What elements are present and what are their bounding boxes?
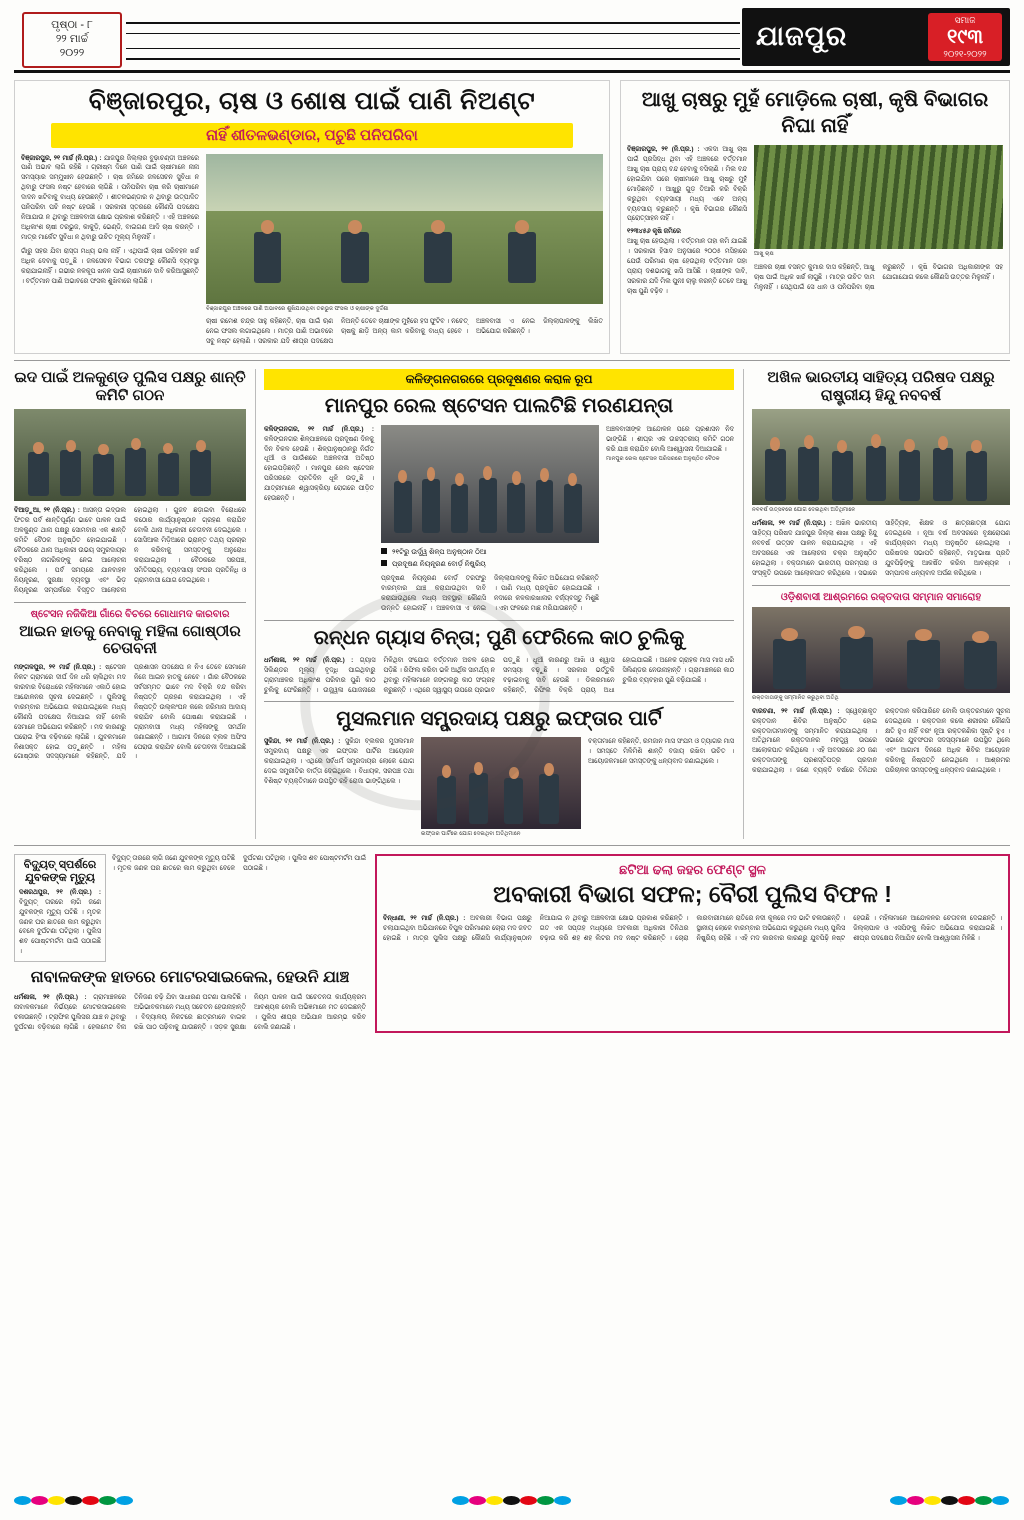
sahitya-photo-caption: ନବବର୍ଷ ଉତ୍ସବରେ ଯୋଗ ଦେଇଥିବା ଅତିଥିମାନେ — [752, 507, 856, 514]
bike-body: ଗ୍ରାମାଞ୍ଚଳରେ ନାବାଳକମାନେ ନିର୍ଭୟରେ ମୋଟରସାଇକେଲ ଚଳାଉଛନ୍ତି । ଟ୍ରାଫିକ ପୁଲିସର ଯାଞ୍ଚ ନ ଥିବାରୁ ଦୁର୍ଘଟଣା ବଢ଼ିବାରେ ଲାଗିଛି । ହେଲମେଟ ବିନା ତିନିଜଣ ଚଢ଼ି ଯିବା ସାଧାରଣ ଘଟଣା ପାଲଟିଛି । ଅଭିଭାବକମାନେ ମଧ୍ୟ ସଚେତନ ହେଉନାହାନ୍ତି । ବିଦ୍ୟାଳୟ ନିକଟରେ ଛାତ୍ରମାନେ ବାଇକ ରଖି ପାଠ ପଢ଼ିବାକୁ ଯାଉଛନ୍ତି । ସଡ଼କ ସୁରକ୍ଷା ନିୟମ ପାଳନ ପାଇଁ ସଚେତନତା କାର୍ଯ୍ୟକ୍ରମ ଆବଶ୍ୟକ ବୋଲି ଅଭିଜ୍ଞମାନେ ମତ ଦେଇଛନ୍ତି । ପୁଲିସ ଶୀଘ୍ର ଅଭିଯାନ ଆରମ୍ଭ କରିବ ବୋଲି ଜଣାଇଛି । — [14, 994, 366, 1031]
police-photo — [14, 409, 246, 501]
women-dateline: ମଙ୍ଗଳପୁର, ୨୧ ମାର୍ଚ୍ଚ (ନି.ପ୍ର.) : — [14, 664, 102, 672]
brief-continuation: ବିଦ୍ୟୁତ୍ ତାରରେ ଲାଗି ଜଣେ ଯୁବକଙ୍କ ମୃତ୍ୟୁ ଘଟିଛି । ମୃତକ ଜଣକ ଘର ଛାତରେ କାମ କରୁଥିବା ବେଳେ ଦୁର୍ଘଟଣା ଘଟିଥିଲା । ପୁଲିସ ଶବ ପୋଷ୍ଟମର୍ଟମ ପାଇଁ ପଠାଇଛି । — [112, 854, 366, 872]
edition-badge — [928, 13, 1002, 61]
iftar-photo — [421, 737, 581, 829]
color-bar-center — [452, 1496, 572, 1505]
kalinga-dateline: କଳିଙ୍ଗନଗର, ୨୧ ମାର୍ଚ୍ଚ (ନି.ପ୍ର.) : — [264, 425, 374, 433]
page-label: ପୃଷ୍ଠା - ୮ — [51, 19, 93, 32]
column-center — [255, 369, 734, 839]
masthead-rule — [126, 22, 740, 60]
sahitya-dateline: ଧର୍ମଶାଳା, ୨୧ ମାର୍ଚ୍ଚ (ନି.ପ୍ର.) : — [752, 520, 832, 528]
excise-kicker: ଛଟିଆ ଢଲା ଜହର ଫେଣ୍ଟ ସ୍ଥଳ — [619, 861, 766, 877]
iftar-dateline: ସୁକିନ୍ଦା, ୨୧ ମାର୍ଚ୍ଚ (ନି.ପ୍ର.) : — [264, 738, 341, 746]
samman-photo — [752, 607, 1010, 693]
kalinga-bullet-2: ପ୍ରଦୂଷଣ ନିୟନ୍ତ୍ରଣ ବୋର୍ଡ଼ ନିଷ୍କ୍ରିୟ — [392, 560, 486, 568]
page-date-block — [22, 12, 122, 68]
masthead-title-block — [742, 8, 1010, 66]
page-title: ଯାଜପୁର — [756, 21, 848, 51]
iftar-body-2: ବକ୍ତାମାନେ କହିଛନ୍ତି, ରମଜାନ ମାସ ସଂଯମ ଓ ତ୍ୟାଗର ମାସ । ସମସ୍ତେ ମିଳିମିଶି ଶାନ୍ତି ବଜାୟ ରଖିବା ଉଚିତ । ଆୟୋଜକମାନେ ସମସ୍ତଙ୍କୁ ଧନ୍ୟବାଦ ଜଣାଇଥିଲେ । — [588, 738, 734, 765]
badge-year: ୨୦୨୧-୨୦୨୨ — [943, 48, 987, 59]
sugarcane-headline: ଆଖୁ ଚାଷରୁ ମୁହଁ ମୋଡ଼ିଲେ ଚାଷୀ, କୃଷି ବିଭାଗର ନିଘା ନାହିଁ — [641, 89, 989, 137]
kalinga-kicker-bar: କଳିଙ୍ଗନଗରରେ ପ୍ରଦୂଷଣର କରାଳ ରୂପ — [264, 369, 734, 390]
bottom-band — [14, 854, 1010, 1033]
sugarcane-photo — [754, 145, 1003, 249]
badge-number: ୧୯୩ — [946, 25, 984, 48]
sugarcane-stat: ୧୨୩୪୫୬ କୃଷି ଜମିରେ — [627, 228, 681, 236]
sugarcane-dateline: ବିଞ୍ଜାରପୁର, ୨୧ (ନି.ପ୍ର.) : — [627, 146, 700, 153]
kalinga-headline: ମାନପୁର ରେଲ ଷ୍ଟେସନ ପାଲଟିଛି ମରଣଯନ୍ତା — [324, 395, 674, 418]
brief-dateline: ଦଶରଥପୁର, ୨୧ (ନି.ପ୍ର.) : — [19, 888, 101, 896]
lead-body-1: ଯାଜପୁର ଜିଲ୍ଲାର ବୁଢ଼ାଚଣ୍ଡୀ ଅଞ୍ଚଳରେ ପାଣି ଅଭାବ ଲାଗି ରହିଛି । ଗ୍ରୀଷ୍ମ ଦିନେ ପାଣି ପାଇଁ ଚାଷୀମାନେ ନାନା ସମସ୍ୟାର ସମ୍ମୁଖୀନ ହେଉଛନ୍ତି । ଚାଷ ଜମିରେ ଜଳସେଚନ ସୁବିଧା ନ ଥିବାରୁ ଫସଲ ନଷ୍ଟ ହେବାରେ ଲାଗିଛି । ପନିପରିବା ଚାଷ କରି ଚାଷୀମାନେ ଦାଦନ ଖଟିବାକୁ ବାଧ୍ୟ ହେଉଛନ୍ତି । ଶୀତଳଭଣ୍ଡାର ନ ଥିବାରୁ ଉତ୍ପାଦିତ ପନିପରିବା ପଚି ନଷ୍ଟ ହେଉଛି । ସରକାରୀ ସ୍ତରରେ କୌଣସି ପଦକ୍ଷେପ ନିଆଯାଉ ନ ଥିବାରୁ ଅଞ୍ଚଳବାସୀ କ୍ଷୋଭ ପ୍ରକାଶ କରିଛନ୍ତି । ଏହି ଅଞ୍ଚଳରେ ଅଧିକାଂଶ ଚାଷୀ ତରଭୁଜ, କାକୁଡ଼ି, ଭେଣ୍ଡି, ବାଇଗଣ ଆଦି ଚାଷ କରନ୍ତି । ମାତ୍ର ମାର୍କେଟ ସୁବିଧା ନ ଥିବାରୁ ଉଚିତ ମୂଲ୍ୟ ମିଳୁନାହିଁ । — [21, 154, 199, 241]
bottom-left-group — [14, 854, 366, 1033]
samman-dateline: ବାରଚଣା, ୨୧ ମାର୍ଚ୍ଚ (ନି.ପ୍ର.) : — [752, 707, 840, 715]
excise-feature-box — [375, 854, 1010, 1033]
lead-subhead: ନାହିଁ ଶୀତଳଭଣ୍ଡାର, ପଚୁଛି ପନିପରିବା — [51, 123, 573, 148]
sugarcane-body-3: ଅଞ୍ଚଳର ଚାଷୀ ବସନ୍ତ କୁମାର ଦାସ କହିଛନ୍ତି, ଆଖୁ ଚାଷ ପାଇଁ ଅଧିକ ଖର୍ଚ୍ଚ ଲାଗୁଛି । ମାତ୍ର ଉଚିତ ଦାମ ମିଳୁନାହିଁ । ସେଥିପାଇଁ ସେ ଧାନ ଓ ପନିପରିବା ଚାଷ କରୁଛନ୍ତି । କୃଷି ବିଭାଗର ଅଧିକାରୀଙ୍କ ସହ ଯୋଗାଯୋଗ କଲେ କୌଣସି ଉତ୍ତର ମିଳୁନାହିଁ । — [754, 263, 1003, 291]
date-line-1: ୨୨ ମାର୍ଚ୍ଚ — [55, 33, 89, 46]
kalinga-bullet-list — [381, 547, 599, 571]
lead-body-3: ଚାଷୀ ରମେଶ ଚନ୍ଦ୍ର ସାହୁ କହିଛନ୍ତି, ଚାଷ ପାଇଁ ଋଣ ନେଇ ଫସଲ ଲଗାଇଥିଲେ । ମାତ୍ର ପାଣି ଅଭାବରେ ସବୁ ନଷ୍ଟ ହେଲାଣି । ସରକାର ଯଦି ଶୀଘ୍ର ପଦକ୍ଷେପ ନିଅନ୍ତି ତେବେ ଚାଷୀଙ୍କ ମୁହଁରେ ହସ ଫୁଟିବ । ନଚେତ୍ ଚାଷକୁ ଛାଡ଼ି ଅନ୍ୟ କାମ କରିବାକୁ ବାଧ୍ୟ ହେବେ । ଅଞ୍ଚଳବାସୀ ଏ ନେଇ ଜିଲ୍ଲାପାଳଙ୍କୁ ଲିଖିତ ଅଭିଯୋଗ କରିଛନ୍ତି । — [206, 318, 603, 346]
column-left — [14, 369, 246, 839]
article-lead — [14, 80, 610, 354]
print-registration-footer — [14, 1496, 1010, 1512]
sahitya-body: ଅଖିଳ ଭାରତୀୟ ସାହିତ୍ୟ ପରିଷଦ ଯାଜପୁର ଜିଲ୍ଲା ଶାଖା ପକ୍ଷରୁ ହିନ୍ଦୁ ନବବର୍ଷ ଉତ୍ସବ ପାଳନ କରାଯାଇଥିଲା । ଏହି ଅବସରରେ ଏକ ଆଲୋଚନା ଚକ୍ର ଅନୁଷ୍ଠିତ ହୋଇଥିଲା । ବକ୍ତାମାନେ ଭାରତୀୟ ପରମ୍ପରା ଓ ସଂସ୍କୃତି ଉପରେ ଆଲୋକପାତ କରିଥିଲେ । ସଭାରେ ସାହିତ୍ୟିକ, ଶିକ୍ଷକ ଓ ଛାତ୍ରଛାତ୍ରୀ ଯୋଗ ଦେଇଥିଲେ । ନୂଆ ବର୍ଷ ଅବସରରେ ବୃକ୍ଷରୋପଣ କାର୍ଯ୍ୟକ୍ରମ ମଧ୍ୟ ଅନୁଷ୍ଠିତ ହୋଇଥିଲା । ପରିଷଦର ସଭାପତି କହିଛନ୍ତି, ମାତୃଭାଷା ପ୍ରତି ଯୁବପିଢ଼ିଙ୍କୁ ଆକର୍ଷିତ କରିବା ଆବଶ୍ୟକ । ସମ୍ପାଦକ ଧନ୍ୟବାଦ ଅର୍ପଣ କରିଥିଲେ । — [752, 520, 1010, 577]
women-kicker: ଷ୍ଟେସନ ନଜିକିଆ ଗାଁରେ ବିଚରେ ଗୋଧାମଦ କାରବାର — [30, 608, 230, 620]
kalinga-photo-caption: ମାନପୁର ରେଲ ଷ୍ଟେସନ ପରିସରରେ ଅନୁଷ୍ଠିତ ବୈଠକ — [606, 456, 720, 463]
excise-headline: ଅବକାରୀ ବିଭାଗ ସଫଳ; ବୈରୀ ପୁଲିସ ବିଫଳ ! — [493, 880, 892, 907]
lead-photo-caption: ବିଞ୍ଜାରପୁର ଅଞ୍ଚଳରେ ପାଣି ଅଭାବରେ ଶୁଖିଯାଉଥିବା ତରଭୁଜ ଫସଲ ଓ ଚାଷୀଙ୍କ ଦୁର୍ଦ୍ଦଶା — [206, 305, 389, 312]
kalinga-body-2: ପ୍ରଦୂଷଣ ନିୟନ୍ତ୍ରଣ ବୋର୍ଡ଼ ତରଫରୁ ବାରମ୍ବାର ଯାଞ୍ଚ କରାଯାଉଥିବା ଦାବି କରାଯାଉଥିଲେ ମଧ୍ୟ ଅବସ୍ଥାର କୌଣସି ଉନ୍ନତି ହୋଇନାହିଁ । ଅଞ୍ଚଳବାସୀ ଏ ନେଇ ଜିଲ୍ଲାପାଳଙ୍କୁ ଲିଖିତ ଅଭିଯୋଗ କରିଛନ୍ତି । ପାଣି ମଧ୍ୟ ପ୍ରଦୂଷିତ ହୋଇଯାଇଛି । ନଦୀରେ କଳକାରଖାନାର ବର୍ଜ୍ୟବସ୍ତୁ ମିଶୁଛି । ଏହା ଫଳରେ ମାଛ ମରିଯାଉଛନ୍ତି । — [381, 575, 599, 613]
kalinga-body-1: କଳିଙ୍ଗନଗର ଶିଳ୍ପାଞ୍ଚଳରେ ପ୍ରଦୂଷଣ ଦିନକୁ ଦିନ ବିକଳ ହେଉଛି । ଶିଳ୍ପାନୁଷ୍ଠାନରୁ ନିର୍ଗତ ଧୂଆଁ ଓ ପାଉଁଶରେ ଅଞ୍ଚଳବାସୀ ଅତିଷ୍ଠ ହୋଇପଡ଼ିଛନ୍ତି । ମାନପୁର ରେଲ ଷ୍ଟେସନ ପରିସରରେ ପ୍ରତିଦିନ ଧୂଳି ଉଡ଼ୁଛି । ଯାତ୍ରୀମାନେ ଶ୍ୱାସକ୍ରିୟା ରୋଗରେ ପୀଡ଼ିତ ହେଉଛନ୍ତି । — [264, 435, 374, 503]
iftar-body-1: ସୁକିନ୍ଦା ବ୍ଲକର ମୁସଲମାନ ସମ୍ପ୍ରଦାୟ ପକ୍ଷରୁ ଏକ ଇଫ୍ତାର ପାର୍ଟିର ଆୟୋଜନ କରାଯାଇଥିଲା । ଏଥିରେ ସର୍ବଧର୍ମ ସମ୍ପ୍ରଦାୟର ଲୋକେ ଯୋଗ ଦେଇ ସମ୍ପ୍ରୀତିର ବାର୍ତ୍ତା ଦେଇଥିଲେ । ବିଧାୟକ, ସରପଞ୍ଚ ତଥା ବିଶିଷ୍ଟ ବ୍ୟକ୍ତିମାନେ ଉପସ୍ଥିତ ରହି ରୋଜା ଭାଙ୍ଗିଥିଲେ । — [264, 738, 414, 785]
masthead — [14, 8, 1010, 73]
sugarcane-body-2: ଆଖୁ ଚାଷ ହେଉଥିଲା । ବର୍ତ୍ତମାନ ତାହା କମି ଯାଇଛି । ସରକାରୀ ହିସାବ ଅନୁସାରେ ୨୦୦୫ ମସିହାରେ ଯେଉଁ ପରିମାଣ ଚାଷ ହେଉଥିଲା ବର୍ତ୍ତମାନ ତାହା ପ୍ରାୟ ଦଶଭାଗକୁ ଖସି ଆସିଛି । ଚାଷୀଙ୍କ ଦାବି, ସରକାର ଯଦି ମିଲ ପୁନଃ ଚାଲୁ କରନ୍ତି ତେବେ ଆଖୁ ଚାଷ ପୁଣି ବଢ଼ିବ । — [627, 238, 747, 295]
sugarcane-photo-caption: ଆଖୁ ଚାଷ — [754, 251, 774, 257]
brief-body: ବିଦ୍ୟୁତ୍ ତାରରେ ଲାଗି ଜଣେ ଯୁବକଙ୍କ ମୃତ୍ୟୁ ଘଟିଛି । ମୃତକ ଜଣକ ଘର ଛାତରେ କାମ କରୁଥିବା ବେଳେ ଦୁର୍ଘଟଣା ଘଟିଥିଲା । ପୁଲିସ ଶବ ପୋଷ୍ଟମର୍ଟମ ପାଇଁ ପଠାଇଛି । — [19, 898, 101, 956]
lead-body-2: ଗାଁରୁ ସହର ଯିବା ରାସ୍ତା ମଧ୍ୟ ଭଲ ନାହିଁ । ଏଥିପାଇଁ ଚାଷୀ ପରିବହନ ଖର୍ଚ୍ଚ ଅଧିକ ଦେବାକୁ ପଡ଼ୁଛି । ଜଳସେଚନ ବିଭାଗ ତରଫରୁ କୌଣସି ବ୍ୟବସ୍ଥା କରାଯାଇନାହିଁ । ଗଭୀର ନଳକୂପ ଖନନ ପାଇଁ ଚାଷୀମାନେ ଦାବି କରିଆସୁଛନ୍ତି । ବର୍ତ୍ତମାନ ପାଣି ଅଭାବରେ ଫସଲ ଶୁଖିବାରେ ଲାଗିଛି । — [21, 247, 199, 285]
sugarcane-body-1: ଏକଦା ଆଖୁ ଚାଷ ପାଇଁ ପ୍ରସିଦ୍ଧ ଥିବା ଏହି ଅଞ୍ଚଳରେ ବର୍ତ୍ତମାନ ଆଖୁ ଚାଷ ପ୍ରାୟ ବନ୍ଦ ହେବାକୁ ବସିଲାଣି । ମିଲ ବନ୍ଦ ହୋଇଯିବା ପରେ ଚାଷୀମାନେ ଆଖୁ ଚାଷରୁ ମୁହଁ ମୋଡ଼ିଛନ୍ତି । ଆଖୁରୁ ଗୁଡ଼ ତିଆରି କରି ବିକ୍ରି କରୁଥିବା ବ୍ୟବସାୟୀ ମଧ୍ୟ ଏବେ ଅନ୍ୟ ବ୍ୟବସାୟ କରୁଛନ୍ତି । କୃଷି ବିଭାଗର କୌଣସି ପ୍ରୋତ୍ସାହନ ନାହିଁ । — [627, 146, 747, 223]
column-right — [743, 369, 1010, 839]
color-bar-right — [890, 1496, 1010, 1505]
divider-bottom — [14, 845, 1010, 846]
samman-body: ସ୍ୱେଚ୍ଛାକୃତ ରକ୍ତଦାନ ଶିବିର ଅନୁଷ୍ଠିତ ହୋଇ ରକ୍ତଦାତାମାନଙ୍କୁ ସମ୍ମାନିତ କରାଯାଇଥିଲା । ଅତିଥିମାନେ ରକ୍ତଦାନର ମହତ୍ତ୍ୱ ଉପରେ ଆଲୋକପାତ କରିଥିଲେ । ଏହି ଅବସରରେ ୬୦ ଜଣ ରକ୍ତଦାତାଙ୍କୁ ପ୍ରଶସ୍ତିପତ୍ର ପ୍ରଦାନ କରାଯାଇଥିଲା । ଜଣେ ବ୍ୟକ୍ତି ବର୍ଷରେ ତିନିଥର ରକ୍ତଦାନ କରିପାରିବେ ବୋଲି ଡାକ୍ତରମାନେ ସୂଚନା ଦେଇଥିଲେ । ରକ୍ତଦାନ କଲେ ଶରୀରର କୌଣସି କ୍ଷତି ହୁଏ ନାହିଁ ବରଂ ନୂଆ ରକ୍ତକଣିକା ସୃଷ୍ଟି ହୁଏ । ସଭାରେ ଯୁବସଂଘର ସଦସ୍ୟମାନେ ଉପସ୍ଥିତ ଥିଲେ ଏବଂ ଆଗାମୀ ଦିନରେ ଅଧିକ ଶିବିର ଆୟୋଜନ କରିବାକୁ ନିଷ୍ପତ୍ତି ନେଇଥିଲେ । ଆଶ୍ରମର ପରିଚାଳକ ସମସ୍ତଙ୍କୁ ଧନ୍ୟବାଦ ଜଣାଇଥିଲେ । — [752, 707, 1010, 775]
lead-dateline: ବିଞ୍ଜାରପୁର, ୨୧ ମାର୍ଚ୍ଚ (ନି.ପ୍ର.) : — [21, 154, 102, 162]
police-headline: ଇଦ ପାଇଁ ଅଳକୁଣ୍ଡ ପୁଲିସ ପକ୍ଷରୁ ଶାନ୍ତି କମିଟି ଗଠନ — [14, 369, 246, 404]
women-headline: ଆଇନ ହାତକୁ ନେବାକୁ ମହିଳା ଗୋଷ୍ଠୀର ଚେତାବନୀ — [19, 622, 241, 658]
article-sugarcane — [620, 80, 1010, 354]
gas-dateline: ଧର୍ମଶାଳା, ୨୧ ମାର୍ଚ୍ଚ (ନି.ପ୍ର.) : — [264, 656, 354, 664]
divider-top — [14, 360, 1010, 361]
date-line-2: ୨୦୨୨ — [59, 46, 85, 59]
gas-body: ଗ୍ୟାସ ସିଲିଣ୍ଡର ମୂଲ୍ୟ ବୃଦ୍ଧି ପାଇଥିବାରୁ ଗ୍ରାମାଞ୍ଚଳର ଅଧିକାଂଶ ପରିବାର ପୁଣି କାଠ ଚୁଲିକୁ ଫେରିଛନ୍ତି । ଉଜ୍ଜ୍ୱଳା ଯୋଜନାରେ ମିଳିଥିବା ସଂଯୋଗ ବର୍ତ୍ତମାନ ଅଚଳ ହୋଇ ପଡ଼ିଛି । ରିଫିଲ କରିବା ଭଳି ଆର୍ଥିକ ସାମର୍ଥ୍ୟ ନ ଥିବାରୁ ମହିଳାମାନେ ଜଙ୍ଗଲରୁ କାଠ ସଂଗ୍ରହ କରୁଛନ୍ତି । ଏଥିରେ ସ୍ୱାସ୍ଥ୍ୟ ଉପରେ ପ୍ରଭାବ ପଡ଼ୁଛି । ଧୂଆଁ କାରଣରୁ ଆଖି ଓ ଶ୍ୱାସ ସମସ୍ୟା ବଢ଼ୁଛି । ସରକାର ଭର୍ତ୍ତୁକି ବଢ଼ାଇବାକୁ ଦାବି ହେଉଛି । ଡିଲରମାନେ କହିଛନ୍ତି, ରିଫିଲ ବିକ୍ରି ପ୍ରାୟ ଅଧା ହୋଇଯାଇଛି । ଅନେକ ଗ୍ରାହକ ମାସ ମାସ ଧରି ସିଲିଣ୍ଡର ନେଉନାହାନ୍ତି । ଗ୍ରାମାଞ୍ଚଳରେ କାଠ ଚୁଲିର ବ୍ୟବହାର ପୁଣି ବଢ଼ିଯାଇଛି । — [264, 656, 734, 694]
sahitya-headline: ଅଖିଳ ଭାରତୀୟ ସାହିତ୍ୟ ପରିଷଦ ପକ୍ଷରୁ ରାଷ୍ଟ୍ରୀୟ ହିନ୍ଦୁ ନବବର୍ଷ — [767, 369, 995, 404]
bike-dateline: ଧର୍ମଶାଳା, ୨୧ (ନି.ପ୍ର.) : — [14, 994, 87, 1002]
iftar-headline: ମୁସଲମାନ ସମ୍ପ୍ରଦାୟ ପକ୍ଷରୁ ଇଫ୍ତାର ପାର୍ଟି — [336, 708, 662, 731]
samman-photo-caption: ରକ୍ତଦାତାଙ୍କୁ ସମ୍ମାନିତ କରୁଥିବା ଅତିଥି — [752, 694, 839, 701]
bike-headline: ନାବାଳକଙ୍କ ହାତରେ ମୋଟରସାଇକେଲ, ହେଉନି ଯାଞ୍ଚ — [30, 969, 350, 987]
police-dateline: ବିଆଡ଼ୁଆ, ୨୧ (ନି.ପ୍ର.) : — [14, 507, 80, 515]
sahitya-photo — [752, 409, 1010, 505]
kalinga-body-3: ଅଞ୍ଚଳବାସୀଙ୍କ ଆନ୍ଦୋଳନ ପରେ ପ୍ରଶାସନ ନିଦ ଭାଙ୍ଗିଛି । ଶୀଘ୍ର ଏକ ଉଚ୍ଚସ୍ତରୀୟ କମିଟି ଗଠନ କରି ଯାଞ୍ଚ କରାଯିବ ବୋଲି ଆଶ୍ୱାସନା ଦିଆଯାଇଛି । — [606, 425, 734, 453]
mid-band — [14, 369, 1010, 839]
samman-headline: ଓଡ଼ିଶବାସୀ ଆଶ୍ରମରେ ରକ୍ତଦାତା ସମ୍ମାନ ସମାରୋହ — [780, 591, 982, 603]
lead-headline: ବିଞ୍ଜାରପୁର, ଚାଷ ଓ ଶୋଷ ପାଇଁ ପାଣି ନିଅଣ୍ଟ — [88, 87, 536, 115]
iftar-photo-caption: ଇଫ୍ତାର ପାର୍ଟିରେ ଯୋଗ ଦେଇଥିବା ଅତିଥିମାନେ — [421, 831, 521, 838]
badge-top-label: ସମାଜ — [954, 15, 976, 26]
kalinga-bullet-1: ୨୧ଟିରୁ ଉର୍ଦ୍ଧ୍ୱ ଶିଳ୍ପ ଅନୁଷ୍ଠାନ ଠିଆ — [392, 548, 487, 556]
brief-headline: ବିଦ୍ୟୁତ୍ ସ୍ପର୍ଶରେ ଯୁବକଙ୍କ ମୃତ୍ୟୁ — [23, 858, 97, 884]
excise-body: ଅବକାରୀ ବିଭାଗ ପକ୍ଷରୁ ଚଲାଯାଇଥିବା ଅଭିଯାନରେ ବିପୁଳ ପରିମାଣର ଚୋରା ମଦ ଜବତ ହୋଇଛି । ମାତ୍ର ପୁଲିସ ପକ୍ଷରୁ କୌଣସି କାର୍ଯ୍ୟାନୁଷ୍ଠାନ ନିଆଯାଇ ନ ଥିବାରୁ ଅଞ୍ଚଳବାସୀ କ୍ଷୋଭ ପ୍ରକାଶ କରିଛନ୍ତି । ଗତ ଏକ ସପ୍ତାହ ମଧ୍ୟରେ ଅବକାରୀ ଅଧିକାରୀ ତିନିଥର ଚଢ଼ାଉ କରି ଶହ ଶହ ଲିଟର ମଦ ନଷ୍ଟ କରିଛନ୍ତି । ଚୋରା କାରବାରୀମାନେ ରାତିରେ ନଦୀ କୂଳରେ ମଦ ଭାଟି ଚଳାଉଛନ୍ତି । ସ୍ଥାନୀୟ ଲୋକେ ବାରମ୍ବାର ଅଭିଯୋଗ କରୁଥିଲେ ମଧ୍ୟ ପୁଲିସ ନିଷ୍କ୍ରିୟ ରହିଛି । ଏହି ମଦ କାରବାର କାରଣରୁ ଯୁବପିଢ଼ି ନଷ୍ଟ ହେଉଛି । ମହିଳାମାନେ ଆନ୍ଦୋଳନର ଚେତାବନୀ ଦେଇଛନ୍ତି । ଜିଲ୍ଲାପାଳ ଓ ଏସପିଙ୍କୁ ଲିଖିତ ଅଭିଯୋଗ କରାଯାଇଛି । ଶୀଘ୍ର ପଦକ୍ଷେପ ନିଆଯିବ ବୋଲି ଆଶ୍ୱାସନା ମିଳିଛି । — [383, 914, 1002, 942]
lead-photo — [206, 154, 603, 304]
kalinga-photo — [381, 425, 599, 543]
top-band — [14, 80, 1010, 354]
brief-electrocution — [14, 854, 106, 962]
gas-headline: ରନ୍ଧନ ଗ୍ୟାସ ଚିନ୍ତା; ପୁଣି ଫେରିଲେ କାଠ ଚୁଲିକୁ — [313, 627, 685, 650]
color-bar-left — [14, 1496, 134, 1505]
police-body: ଆସନ୍ତା ଇଦ୍‌ଉଲ ଫିତର ପର୍ବ ଶାନ୍ତିପୂର୍ଣ୍ଣ ଭାବେ ପାଳନ ପାଇଁ ଅଳକୁଣ୍ଡ ଥାନା ପକ୍ଷରୁ ସୋମବାର ଏକ ଶାନ୍ତି କମିଟି ବୈଠକ ଅନୁଷ୍ଠିତ ହୋଇଯାଇଛି । ବୈଠକରେ ଥାନା ଅଧିକାରୀ ଉଭୟ ସମ୍ପ୍ରଦାୟର ବରିଷ୍ଠ ନାଗରିକଙ୍କୁ ନେଇ ଆଲୋଚନା କରିଥିଲେ । ପର୍ବ ସମୟରେ ଯାନବାହନ ନିୟନ୍ତ୍ରଣ, ସୁରକ୍ଷା ବ୍ୟବସ୍ଥା ଏବଂ ଭିଡ଼ ନିୟନ୍ତ୍ରଣ ସମ୍ପର୍କରେ ବିସ୍ତୃତ ଆଲୋଚନା ହୋଇଥିଲା । ଗୁଜବ ଛଡ଼ାଇବା ବିରୋଧରେ କଠୋର କାର୍ଯ୍ୟାନୁଷ୍ଠାନ ଗ୍ରହଣ କରାଯିବ ବୋଲି ଥାନା ଅଧିକାରୀ ଚେତାବନୀ ଦେଇଥିଲେ । ସୋସିଆଲ ମିଡ଼ିଆରେ ଭ୍ରାନ୍ତ ତଥ୍ୟ ପ୍ରଚାର ନ କରିବାକୁ ସମସ୍ତଙ୍କୁ ଅନୁରୋଧ କରାଯାଇଥିଲା । ବୈଠକରେ ସରପଞ୍ଚ, ସମିତିସଭ୍ୟ, ବ୍ୟବସାୟୀ ସଂଘର ପ୍ରତିନିଧି ଓ ଗ୍ରାମବାସୀ ଯୋଗ ଦେଇଥିଲେ । — [14, 507, 246, 594]
excise-dateline: ବିନ୍ଧାଣୀ, ୨୧ ମାର୍ଚ୍ଚ (ନି.ପ୍ର.) : — [383, 914, 466, 922]
women-body: ଷ୍ଟେସନ ନିକଟ ଗ୍ରାମରେ ଦୀର୍ଘ ଦିନ ଧରି ଚାଲିଥିବା ମଦ କାରବାର ବିରୋଧରେ ମହିଳାମାନେ ଏକାଠି ହୋଇ ଆନ୍ଦୋଳନର ସୂଚନା ଦେଇଛନ୍ତି । ପୁଲିସକୁ ବାରମ୍ବାର ଅଭିଯୋଗ କରାଯାଇଥିଲେ ମଧ୍ୟ କୌଣସି ପଦକ୍ଷେପ ନିଆଯାଇ ନାହିଁ ବୋଲି ସେମାନେ ଅଭିଯୋଗ କରିଛନ୍ତି । ମଦ କାରଣରୁ ଘରୋଇ ହିଂସା ବଢ଼ିବାରେ ଲାଗିଛି । ଯୁବକମାନେ ନିଶାସକ୍ତ ହୋଇ ପଡ଼ୁଛନ୍ତି । ମହିଳା ଗୋଷ୍ଠୀର ସଦସ୍ୟାମାନେ କହିଛନ୍ତି, ଯଦି ପ୍ରଶାସନ ପଦକ୍ଷେପ ନ ନିଏ ତେବେ ସେମାନେ ନିଜେ ଆଇନ ହାତକୁ ନେବେ । ଗାଁର ବୈଠକରେ ସର୍ବସମ୍ମତ ଭାବେ ମଦ ବିକ୍ରି ବନ୍ଦ କରିବା ନିଷ୍ପତ୍ତି ଗ୍ରହଣ କରାଯାଇଥିଲା । ଏହି ନିଷ୍ପତ୍ତି ଉଲ୍ଲଂଘନ କଲେ ଜରିମାନା ଆଦାୟ କରାଯିବ ବୋଲି ଘୋଷଣା କରାଯାଇଛି । ଗ୍ରାମବାସୀ ମଧ୍ୟ ମହିଳାଙ୍କୁ ସମର୍ଥନ ଜଣାଇଛନ୍ତି । ଆଗାମୀ ଦିନରେ ବ୍ଲକ ଅଫିସ ଘେରାଉ କରାଯିବ ବୋଲି ଚେତାବନୀ ଦିଆଯାଇଛି । — [14, 664, 246, 761]
